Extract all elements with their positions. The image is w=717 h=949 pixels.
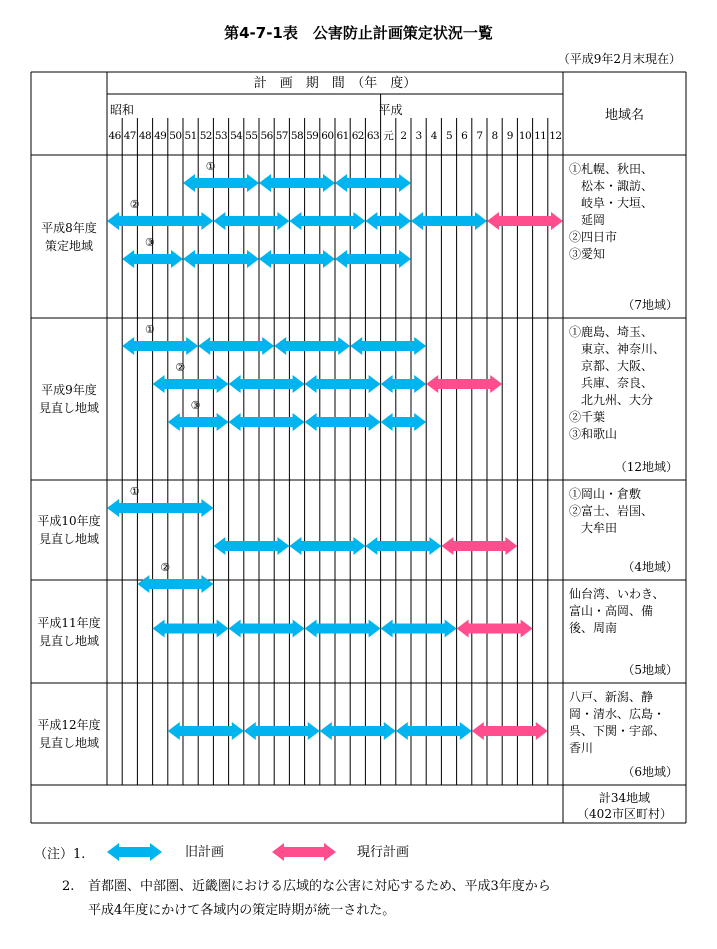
year-label-53: 53 [214,130,228,142]
old-plan-arrow-r0t1s0 [107,212,213,230]
year-label-8: 8 [491,130,498,142]
old-plan-arrow-r0t1s3 [365,212,411,230]
track-marker-r0t2: ③ [145,236,155,249]
old-plan-arrow-r1t1s3 [381,375,427,393]
year-label-7: 7 [476,130,483,142]
track-marker-r1t2: ③ [190,399,201,412]
row-areas-3: 仙台湾、いわき、 富山・高岡、備 後、周南 [569,587,665,635]
old-plan-arrow-r1t0s0 [122,337,198,355]
old-plan-arrow-r4t0s1 [244,722,320,740]
area-name-header: 地域名 [604,108,644,123]
row-areas-4: 八戸、新潟、静 岡・清水、広島・ 呉、下関・宇部、 香川 [569,690,666,755]
year-label-9: 9 [506,130,513,142]
total-areas: 計34地域 （402市区町村） [577,791,672,821]
year-label-49: 49 [154,130,167,142]
row-areas-0: ①札幌、秋田、 松本・諏訪、 岐阜・大垣、 延岡 ②四日市 ③愛知 [569,162,654,261]
old-plan-arrow-r0t1s4 [411,212,487,230]
year-label-56: 56 [260,130,273,142]
old-plan-arrow-r2t2s0 [137,575,213,593]
track-marker-r0t0: ① [205,160,216,173]
current-plan-arrow-r1t1s0 [426,375,502,393]
track-marker-r2t0: ① [129,485,140,498]
row-label-2: 平成10年度 見直し地域 [37,514,101,546]
row-label-1: 平成9年度 見直し地域 [38,383,99,415]
year-label-47: 47 [123,130,136,142]
note-2-number: 2. [62,879,75,894]
legend-old-arrow [107,843,162,861]
old-plan-arrow-r2t1s2 [365,537,441,555]
old-plan-arrow-r0t1s1 [213,212,289,230]
old-plan-arrow-r0t0s2 [335,174,411,192]
year-label-5: 5 [445,130,453,142]
old-plan-arrow-r0t0s1 [259,174,335,192]
old-plan-arrow-r4t0s3 [396,722,472,740]
old-plan-arrow-r2t1s0 [213,537,289,555]
year-label-4: 4 [430,130,437,142]
year-label-58: 58 [290,130,304,142]
year-label-12: 12 [549,130,562,142]
old-plan-arrow-r1t2s1 [229,413,305,431]
year-label-51: 51 [184,130,197,142]
old-plan-arrow-r0t1s2 [289,212,365,230]
current-plan-arrow-r0t1s0 [487,212,563,230]
table-title: 第4-7-1表 公害防止計画策定状況一覧 [224,24,493,42]
year-label-2: 2 [400,130,407,142]
old-plan-arrow-r1t1s0 [153,375,229,393]
current-plan-arrow-r2t1s0 [441,537,517,555]
old-plan-arrow-r4t0s0 [168,722,244,740]
year-label-46: 46 [108,130,121,142]
legend-old-label: 旧計画 [185,845,225,860]
current-plan-arrow-r4t0s0 [472,722,548,740]
old-plan-arrow-r1t2s2 [305,413,381,431]
row-count-2: （4地域） [622,560,678,574]
old-plan-arrow-r0t2s2 [259,250,335,268]
legend-current-arrow [272,843,336,861]
track-marker-r2t2: ② [160,561,171,574]
row-areas-2: ①岡山・倉敷 ②富士、岩国、 大牟田 [569,487,654,535]
track-marker-r1t1: ② [175,361,186,374]
old-plan-arrow-r1t0s3 [350,337,426,355]
row-count-4: （6地域） [622,765,678,779]
year-label-54: 54 [230,130,243,142]
row-label-0: 平成8年度 策定地域 [41,220,97,253]
year-label-3: 3 [415,130,422,142]
old-plan-arrow-r3t0s2 [305,620,381,638]
year-label-11: 11 [534,130,547,142]
year-label-55: 55 [245,130,258,142]
year-label-元: 元 [383,130,394,142]
era-heisei: 平成 [378,103,403,117]
row-areas-1: ①鹿島、埼玉、 東京、神奈川、 京都、大阪、 兵庫、奈良、 北九州、大分 ②千葉 ③和歌山 [569,325,666,441]
row-label-3: 平成11年度 見直し地域 [37,615,101,648]
note-1-label: （注）1. [34,847,86,862]
old-plan-arrow-r0t0s0 [183,174,259,192]
row-count-0: （7地域） [622,298,678,312]
old-plan-arrow-r1t1s2 [305,375,381,393]
track-marker-r1t0: ① [145,323,155,336]
year-label-6: 6 [461,130,468,142]
era-showa: 昭和 [110,103,135,117]
year-label-48: 48 [138,130,152,142]
as-of-date: （平成9年2月末現在） [557,52,681,66]
old-plan-arrow-r1t1s1 [229,375,305,393]
old-plan-arrow-r2t0s0 [107,499,213,517]
note-2-line-2: 平成4年度にかけて各域内の策定時期が統一された。 [88,903,396,918]
old-plan-arrow-r0t2s3 [335,250,411,268]
row-count-1: （12地域） [614,460,678,474]
year-label-57: 57 [275,130,288,142]
old-plan-arrow-r1t0s2 [274,337,350,355]
old-plan-arrow-r3t0s1 [229,620,305,638]
year-label-63: 63 [366,130,380,142]
old-plan-arrow-r0t2s1 [183,250,259,268]
row-label-4: 平成12年度 見直し地域 [37,718,101,750]
old-plan-arrow-r2t1s1 [289,537,365,555]
current-plan-arrow-r3t0s0 [457,620,533,638]
old-plan-arrow-r3t0s3 [381,620,457,638]
year-label-59: 59 [306,130,319,142]
year-label-52: 52 [199,130,212,142]
note-2-line-1: 首都圏、中部圏、近畿圏における広域的な公害に対応するため、平成3年度から [88,879,551,894]
year-label-50: 50 [169,130,182,142]
old-plan-arrow-r3t0s0 [153,620,229,638]
row-count-3: （5地域） [622,663,678,677]
year-label-61: 61 [336,130,349,142]
period-header: 計 画 期 間 （年 度） [253,76,417,91]
year-label-60: 60 [321,130,334,142]
year-label-10: 10 [518,130,532,142]
old-plan-arrow-r1t0s1 [198,337,274,355]
track-marker-r0t1: ② [129,198,140,211]
year-label-62: 62 [351,130,364,142]
old-plan-arrow-r1t2s3 [381,413,427,431]
old-plan-arrow-r4t0s2 [320,722,396,740]
legend-current-label: 現行計画 [357,845,410,860]
